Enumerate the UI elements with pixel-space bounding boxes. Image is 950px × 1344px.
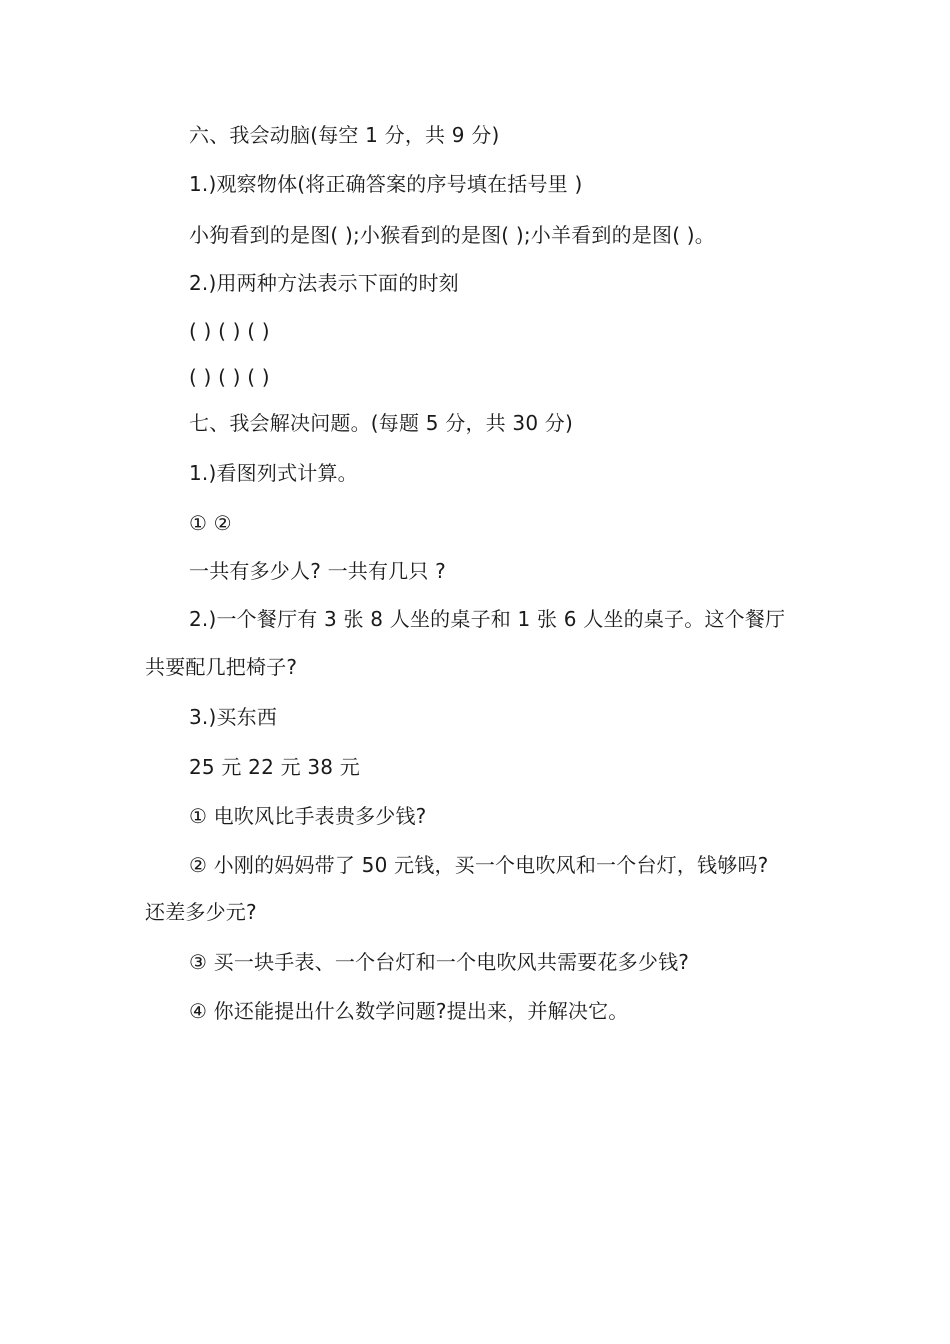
- section-7-question-2-line-2: 共要配几把椅子?: [145, 655, 298, 679]
- section-7-question-3-title: 3.)买东西: [189, 705, 278, 729]
- section-6-question-1-title: 1.)观察物体(将正确答案的序号填在括号里 ): [189, 172, 583, 196]
- section-6-question-1-text: 小狗看到的是图( );小猴看到的是图( );小羊看到的是图( )。: [189, 223, 715, 247]
- section-6-question-2-row-1: ( ) ( ) ( ): [189, 319, 270, 343]
- section-7-question-1-text: 一共有多少人? 一共有几只 ?: [189, 559, 446, 583]
- section-7-question-1-title: 1.)看图列式计算。: [189, 461, 358, 485]
- section-6-title: 六、我会动脑(每空 1 分，共 9 分): [189, 123, 500, 147]
- section-7-title: 七、我会解决问题。(每题 5 分，共 30 分): [189, 411, 574, 435]
- section-7-question-2-line-1: 2.)一个餐厅有 3 张 8 人坐的桌子和 1 张 6 人坐的桌子。这个餐厅: [189, 607, 786, 631]
- section-7-question-3-sub-2-line-2: 还差多少元?: [145, 900, 257, 924]
- section-7-question-1-marks: ① ②: [189, 511, 232, 535]
- section-7-question-3-sub-1: ① 电吹风比手表贵多少钱?: [189, 804, 427, 828]
- section-7-question-3-sub-4: ④ 你还能提出什么数学问题?提出来，并解决它。: [189, 999, 629, 1023]
- section-7-question-3-sub-2-line-1: ② 小刚的妈妈带了 50 元钱，买一个电吹风和一个台灯，钱够吗?: [189, 853, 769, 877]
- section-6-question-2-title: 2.)用两种方法表示下面的时刻: [189, 271, 459, 295]
- section-7-question-3-sub-3: ③ 买一块手表、一个台灯和一个电吹风共需要花多少钱?: [189, 950, 690, 974]
- section-7-question-3-prices: 25 元 22 元 38 元: [189, 755, 360, 779]
- section-6-question-2-row-2: ( ) ( ) ( ): [189, 365, 270, 389]
